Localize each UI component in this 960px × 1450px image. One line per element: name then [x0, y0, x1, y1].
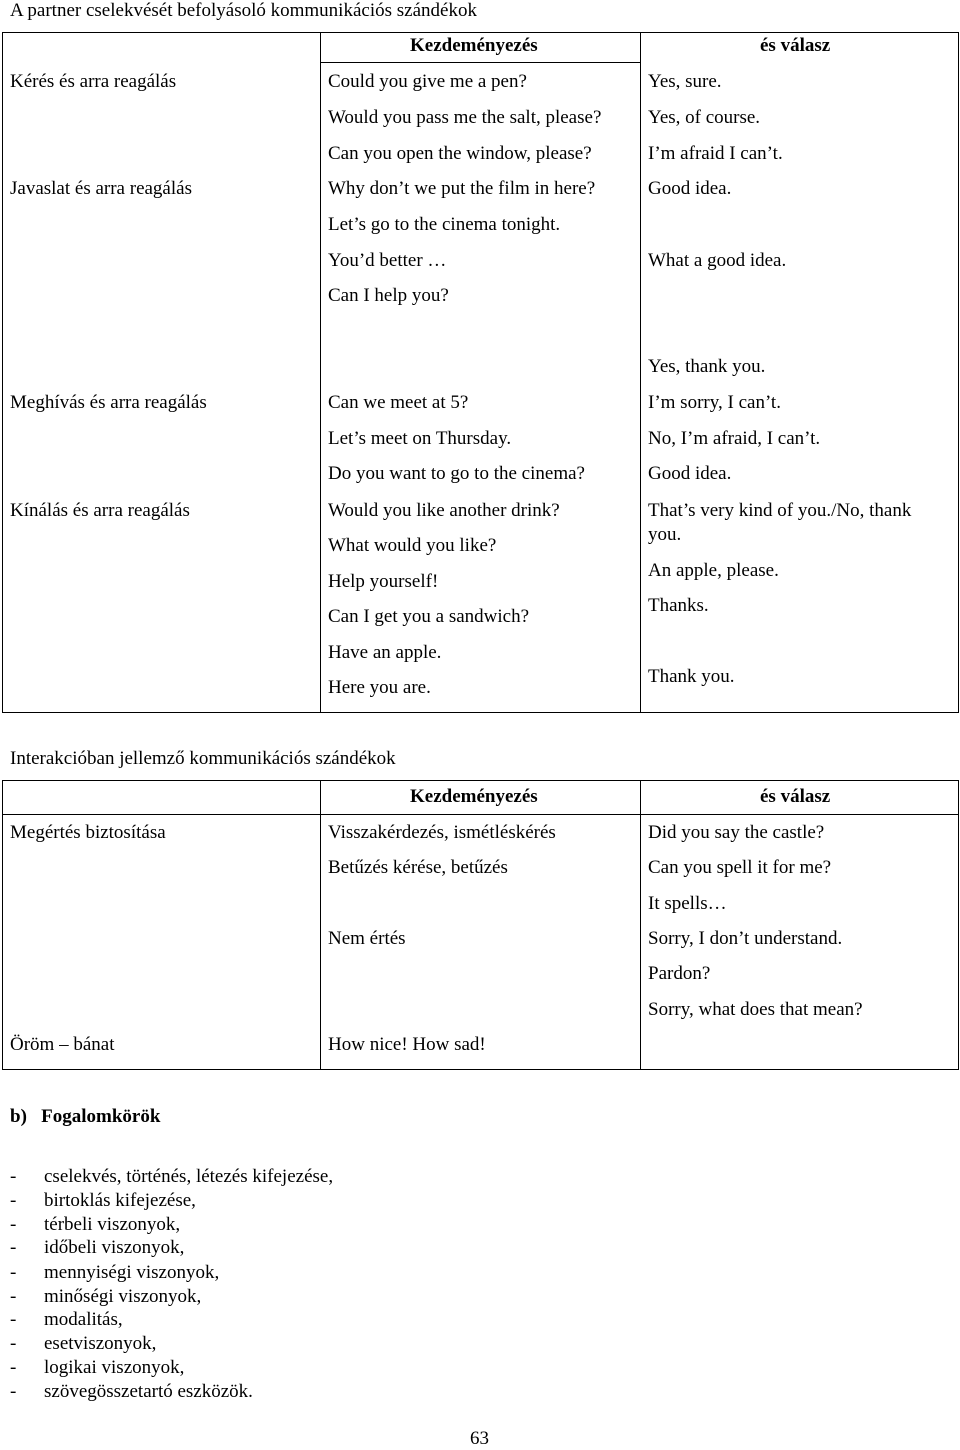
- response-line: Thanks.: [648, 595, 709, 616]
- table1-divider-2: [640, 32, 641, 713]
- list-item-text: logikai viszonyok,: [44, 1357, 185, 1378]
- initiation-line: Would you like another drink?: [328, 500, 560, 521]
- response-line: An apple, please.: [648, 560, 779, 581]
- list-item: [10, 1309, 123, 1331]
- response-line: I’m sorry, I can’t.: [648, 392, 781, 413]
- row-label-offer: Kínálás és arra reagálás: [10, 500, 190, 521]
- list-item: [10, 1381, 253, 1403]
- initiation-line: Can I get you a sandwich?: [328, 606, 530, 627]
- list-item-text: mennyiségi viszonyok,: [44, 1262, 220, 1283]
- initiation-line: Here you are.: [328, 677, 431, 698]
- row-label-understanding: Megértés biztosítása: [10, 822, 166, 843]
- list-dash: -: [10, 1214, 17, 1235]
- initiation-line: What would you like?: [328, 535, 497, 556]
- response-line: I’m afraid I can’t.: [648, 143, 783, 164]
- initiation-line: Nem értés: [328, 928, 406, 949]
- initiation-line: Betűzés kérése, betűzés: [328, 857, 508, 878]
- initiation-line: Let’s meet on Thursday.: [328, 428, 512, 449]
- response-line: That’s very kind of you./No, thank: [648, 500, 912, 521]
- list-dash: -: [10, 1190, 17, 1211]
- list-item: [10, 1357, 184, 1379]
- response-line: Did you say the castle?: [648, 822, 825, 843]
- list-item-text: minőségi viszonyok,: [44, 1286, 202, 1307]
- table2-header-initiation: Kezdeményezés: [410, 786, 538, 807]
- list-dash: -: [10, 1237, 17, 1258]
- response-line: Sorry, I don’t understand.: [648, 928, 843, 949]
- list-item: [10, 1190, 196, 1212]
- list-dash: -: [10, 1286, 17, 1307]
- initiation-line: Would you pass me the salt, please?: [328, 107, 602, 128]
- response-line: Pardon?: [648, 963, 711, 984]
- row-label-invitation: Meghívás és arra reagálás: [10, 392, 207, 413]
- initiation-line: You’d better …: [328, 250, 447, 271]
- initiation-line: Visszakérdezés, ismétléskérés: [328, 822, 556, 843]
- list-item-text: időbeli viszonyok,: [44, 1237, 185, 1258]
- initiation-line: How nice! How sad!: [328, 1034, 486, 1055]
- response-line: you.: [648, 524, 682, 545]
- list-dash: -: [10, 1381, 17, 1402]
- response-line: Good idea.: [648, 463, 732, 484]
- initiation-line: Could you give me a pen?: [328, 71, 527, 92]
- section2-title: Interakcióban jellemző kommunikációs szándékok: [10, 748, 396, 769]
- list-item: [10, 1286, 201, 1308]
- response-line: Yes, thank you.: [648, 356, 766, 377]
- list-dash: -: [10, 1333, 17, 1354]
- list-item-text: modalitás,: [44, 1309, 123, 1330]
- initiation-line: Can you open the window, please?: [328, 143, 592, 164]
- list-item-text: szövegösszetartó eszközök.: [44, 1381, 253, 1402]
- response-line: Yes, sure.: [648, 71, 722, 92]
- table2-divider-1: [320, 780, 321, 1070]
- list-item-text: cselekvés, történés, létezés kifejezése,: [44, 1166, 334, 1187]
- table1-header-initiation: Kezdeményezés: [410, 35, 538, 56]
- list-dash: -: [10, 1166, 17, 1187]
- response-line: Sorry, what does that mean?: [648, 999, 863, 1020]
- table1-header-response: és válasz: [760, 35, 831, 56]
- list-item: [10, 1333, 156, 1355]
- list-item: [10, 1166, 333, 1188]
- table2-header-response: és válasz: [760, 786, 831, 807]
- row-label-suggestion: Javaslat és arra reagálás: [10, 178, 192, 199]
- response-line: No, I’m afraid, I can’t.: [648, 428, 821, 449]
- section1-title: A partner cselekvését befolyásoló kommunikációs szándékok: [10, 0, 477, 21]
- initiation-line: Help yourself!: [328, 571, 439, 592]
- list-dash: -: [10, 1357, 17, 1378]
- list-item: [10, 1214, 180, 1236]
- list-item: [10, 1262, 219, 1284]
- table2-header-rule: [2, 814, 959, 815]
- list-item-text: térbeli viszonyok,: [44, 1214, 181, 1235]
- response-line: Can you spell it for me?: [648, 857, 832, 878]
- response-line: It spells…: [648, 893, 727, 914]
- table2-divider-2: [640, 780, 641, 1070]
- list-item: [10, 1237, 184, 1259]
- row-label-joy-sorrow: Öröm – bánat: [10, 1034, 115, 1055]
- initiation-line: Do you want to go to the cinema?: [328, 463, 585, 484]
- list-item-text: birtoklás kifejezése,: [44, 1190, 196, 1211]
- table1-header-rule: [320, 62, 640, 63]
- response-line: Yes, of course.: [648, 107, 761, 128]
- list-dash: -: [10, 1309, 17, 1330]
- initiation-line: Why don’t we put the film in here?: [328, 178, 596, 199]
- list-dash: -: [10, 1262, 17, 1283]
- response-line: What a good idea.: [648, 250, 787, 271]
- initiation-line: Can we meet at 5?: [328, 392, 469, 413]
- row-label-request: Kérés és arra reagálás: [10, 71, 177, 92]
- list-item-text: esetviszonyok,: [44, 1333, 157, 1354]
- initiation-line: Have an apple.: [328, 642, 442, 663]
- page-number: 63: [470, 1428, 489, 1449]
- initiation-line: Let’s go to the cinema tonight.: [328, 214, 561, 235]
- response-line: Thank you.: [648, 666, 735, 687]
- table1-divider-1: [320, 32, 321, 713]
- initiation-line: Can I help you?: [328, 285, 449, 306]
- response-line: Good idea.: [648, 178, 732, 199]
- section3-title: b) Fogalomkörök: [10, 1106, 161, 1127]
